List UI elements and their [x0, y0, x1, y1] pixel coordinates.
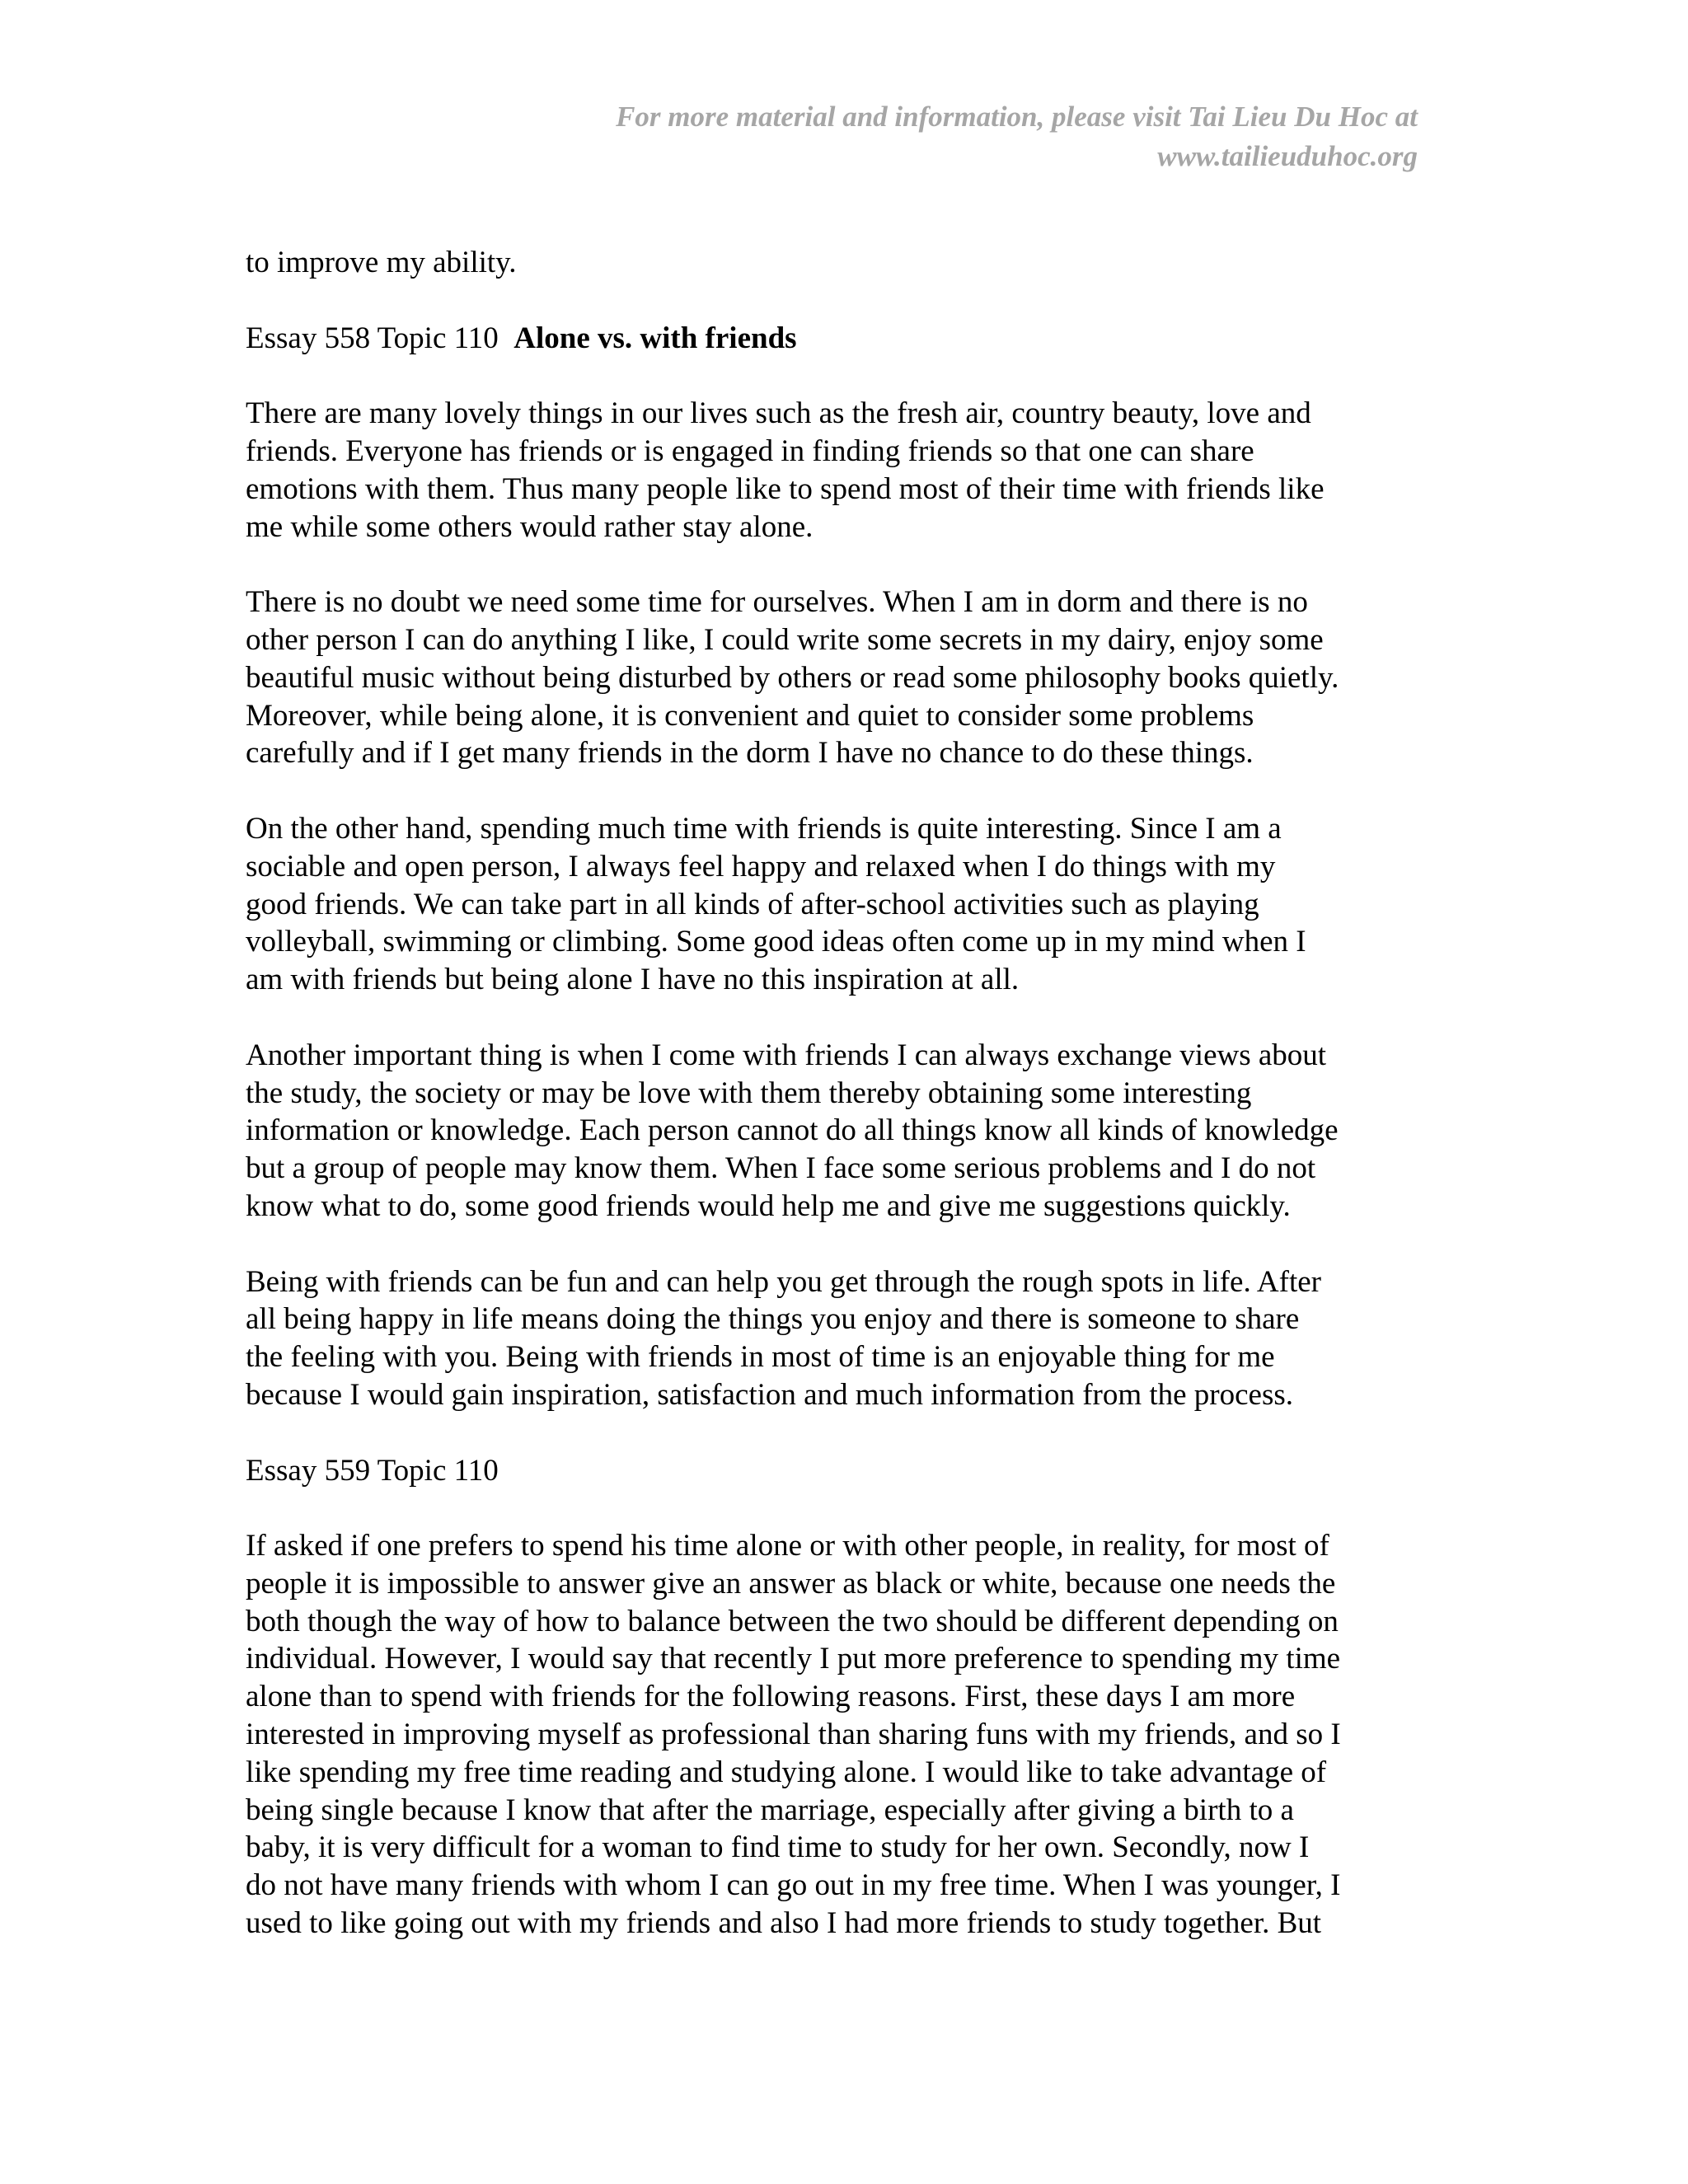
essay-content — [246, 244, 1449, 1980]
essay-558-paragraph-2 — [246, 583, 1449, 772]
header-website: www.tailieuduhoc.org — [1157, 140, 1418, 172]
text-line: emotions with them. Thus many people like to spend most of their time with friends like — [246, 471, 1325, 506]
essay-558-paragraph-3 — [246, 810, 1449, 999]
text-line: individual. However, I would say that recently I put more preference to spending my time — [246, 1642, 1341, 1676]
text-line: interested in improving myself as professional than sharing funs with my friends, and so I — [246, 1718, 1341, 1752]
text-line: all being happy in life means doing the things you enjoy and there is someone to share — [246, 1302, 1300, 1337]
text-line: sociable and open person, I always feel happy and relaxed when I do things with my — [246, 849, 1276, 883]
essay-559-paragraph-1 — [246, 1527, 1449, 1943]
text-line: Being with friends can be fun and can help you get through the rough spots in life. After — [246, 1264, 1321, 1299]
text-line: alone than to spend with friends for the following reasons. First, these days I am more — [246, 1680, 1296, 1714]
text-line: carefully and if I get many friends in the dorm I have no chance to do these things. — [246, 736, 1254, 771]
text-line: both though the way of how to balance between the two should be different depending on — [246, 1604, 1339, 1638]
text-line: good friends. We can take part in all kinds of after-school activities such as playing — [246, 887, 1259, 921]
text-line: Moreover, while being alone, it is convenient and quiet to consider some problems — [246, 698, 1254, 733]
essay-558-paragraph-4 — [246, 1037, 1449, 1226]
text-line: There is no doubt we need some time for ourselves. When I am in dorm and there is no — [246, 585, 1308, 620]
text-line: If asked if one prefers to spend his time alone or with other people, in reality, for most of — [246, 1529, 1329, 1563]
text-line: Another important thing is when I come with friends I can always exchange views about — [246, 1038, 1327, 1072]
header-line-1: For more material and information, please visit Tai Lieu Du Hoc at — [616, 101, 1418, 133]
text-line: On the other hand, spending much time with friends is quite interesting. Since I am a — [246, 811, 1282, 846]
text-line: know what to do, some good friends would help me and give me suggestions quickly. — [246, 1188, 1291, 1223]
text-line: being single because I know that after the marriage, especially after giving a birth to a — [246, 1793, 1294, 1827]
text-line: baby, it is very difficult for a woman to find time to study for her own. Secondly, now I — [246, 1830, 1310, 1865]
text-line: information or knowledge. Each person cannot do all things know all kinds of knowledge — [246, 1113, 1339, 1148]
essay-558-heading — [246, 320, 1449, 358]
text-line: There are many lovely things in our lives such as the fresh air, country beauty, love and — [246, 396, 1311, 431]
text-line: the feeling with you. Being with friends in most of time is an enjoyable thing for me — [246, 1340, 1275, 1375]
essay-558-paragraph-1 — [246, 395, 1449, 546]
text-line: do not have many friends with whom I can go out in my free time. When I was younger, I — [246, 1868, 1341, 1903]
essay-558-label: Essay 558 Topic 110 — [246, 321, 514, 355]
essay-559-heading: Essay 559 Topic 110 — [246, 1453, 499, 1488]
text-line: used to like going out with my friends and also I had more friends to study together. But — [246, 1906, 1322, 1941]
text-line: me while some others would rather stay alone. — [246, 509, 814, 544]
text-line: beautiful music without being disturbed by others or read some philosophy books quietly. — [246, 660, 1339, 695]
page-header — [247, 97, 1418, 176]
continuation-text: to improve my ability. — [246, 246, 517, 279]
text-line: like spending my free time reading and studying alone. I would like to take advantage of — [246, 1755, 1327, 1789]
text-line: because I would gain inspiration, satisfaction and much information from the process. — [246, 1377, 1294, 1412]
text-line: volleyball, swimming or climbing. Some good ideas often come up in my mind when I — [246, 925, 1306, 959]
text-line: friends. Everyone has friends or is engaged in finding friends so that one can share — [246, 434, 1254, 468]
text-line: people it is impossible to answer give an answer as black or white, because one needs the — [246, 1566, 1336, 1601]
essay-558-paragraph-5 — [246, 1263, 1449, 1414]
text-line: but a group of people may know them. When I face some serious problems and I do not — [246, 1151, 1316, 1186]
text-line: other person I can do anything I like, I could write some secrets in my dairy, enjoy some — [246, 622, 1324, 657]
essay-558-title: Alone vs. with friends — [513, 321, 797, 355]
text-line: am with friends but being alone I have no this inspiration at all. — [246, 963, 1020, 997]
text-line: the study, the society or may be love with them thereby obtaining some interesting — [246, 1076, 1252, 1110]
